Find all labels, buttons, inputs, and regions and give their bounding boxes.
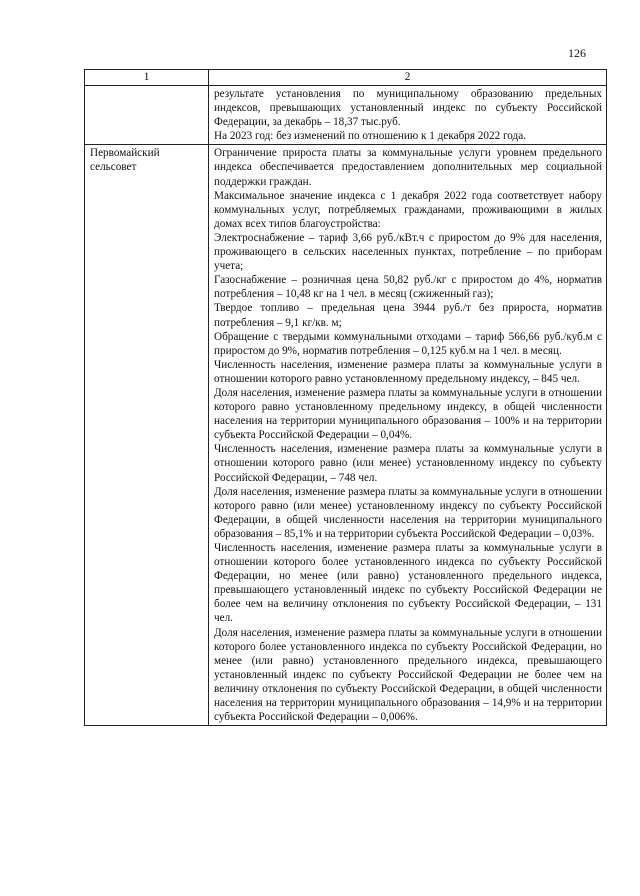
paragraph: Газоснабжение – розничная цена 50,82 руб./кг с приростом до 4%, норматив потребления – 10,48 кг на 1 чел. в месяц (сжиженный газ); bbox=[214, 274, 602, 301]
paragraph: Доля населения, изменение размера платы за коммунальные услуги в отношении которого равно (или менее) установленному индексу по субъекту Российской Федерации, в общей численности населения на территории муниципального образования – 85,1% и на территории субъекта Российской Федерации – 0,03%. bbox=[214, 485, 602, 540]
description-cell bbox=[209, 145, 607, 726]
municipality-name: Первомайский сельсовет bbox=[85, 145, 209, 726]
description-cell bbox=[209, 86, 607, 145]
paragraph: Ограничение прироста платы за коммунальные услуги уровнем предельного индекса обеспечивается предоставлением дополнительных мер социальной поддержки граждан. bbox=[214, 147, 602, 188]
paragraph: результате установления по муниципальному образованию предельных индексов, превышающих установленный индекс по субъекту Российской Федерации, за декабрь – 18,37 тыс.руб. bbox=[214, 88, 602, 129]
header-col-1: 1 bbox=[85, 70, 209, 86]
paragraph: Доля населения, изменение размера платы за коммунальные услуги в отношении которого более установленного индекса по субъекту Российской Федерации, но менее (или равно) установленного предельного индекса, превышающего установленный индекс по субъекту Российской Федерации не более чем на величину отклонения по субъекту Российской Федерации, в общей численности населения на территории муниципального образования – 14,9% и на территории субъекта Российской Федерации – 0,006%. bbox=[214, 626, 602, 724]
table-row bbox=[85, 145, 607, 726]
paragraph: Обращение с твердыми коммунальными отходами – тариф 566,66 руб./куб.м с приростом до 9%, норматив потребления – 0,125 куб.м на 1 чел. в месяц. bbox=[214, 330, 602, 357]
table-row bbox=[85, 86, 607, 145]
paragraph: На 2023 год: без изменений по отношению к 1 декабря 2022 года. bbox=[214, 130, 527, 143]
paragraph: Максимальное значение индекса с 1 декабря 2022 года соответствует набору коммунальных услуг, потребляемых гражданами, проживающими в жилых домах всех типов благоустройства: bbox=[214, 189, 602, 230]
paragraph: Численность населения, изменение размера платы за коммунальные услуги в отношении которого равно установленному предельному индексу, – 845 чел. bbox=[214, 358, 602, 385]
paragraph: Доля населения, изменение размера платы за коммунальные услуги в отношении которого равно установленному предельному индексу, в общей численности населения на территории муниципального образования – 100% и на территории субъекта Российской Федерации – 0,04%. bbox=[214, 386, 602, 442]
document-table bbox=[84, 69, 607, 726]
table-header-row bbox=[85, 70, 607, 86]
paragraph: Электроснабжение – тариф 3,66 руб./кВт.ч с приростом до 9% для населения, проживающего в сельских населенных пунктах, потребление – по приборам учета; bbox=[214, 231, 602, 273]
page-number: 126 bbox=[568, 46, 586, 60]
paragraph: Численность населения, изменение размера платы за коммунальные услуги в отношении которого равно (или менее) установленному индексу по субъекту Российской Федерации, – 748 чел. bbox=[214, 443, 602, 484]
paragraph: Твердое топливо – предельная цена 3944 руб./т без прироста, норматив потребления – 9,1 кг/кв. м; bbox=[214, 302, 602, 329]
paragraph: Численность населения, изменение размера платы за коммунальные услуги в отношении которого более установленного индекса по субъекту Российской Федерации, но менее (или равно) установленного предельного индекса, превышающего установленный индекс по субъекту Российской Федерации не более чем на величину отклонения по субъекту Российской Федерации, – 131 чел. bbox=[214, 542, 602, 625]
municipality-cell-empty bbox=[85, 86, 209, 145]
header-col-2: 2 bbox=[209, 70, 607, 86]
